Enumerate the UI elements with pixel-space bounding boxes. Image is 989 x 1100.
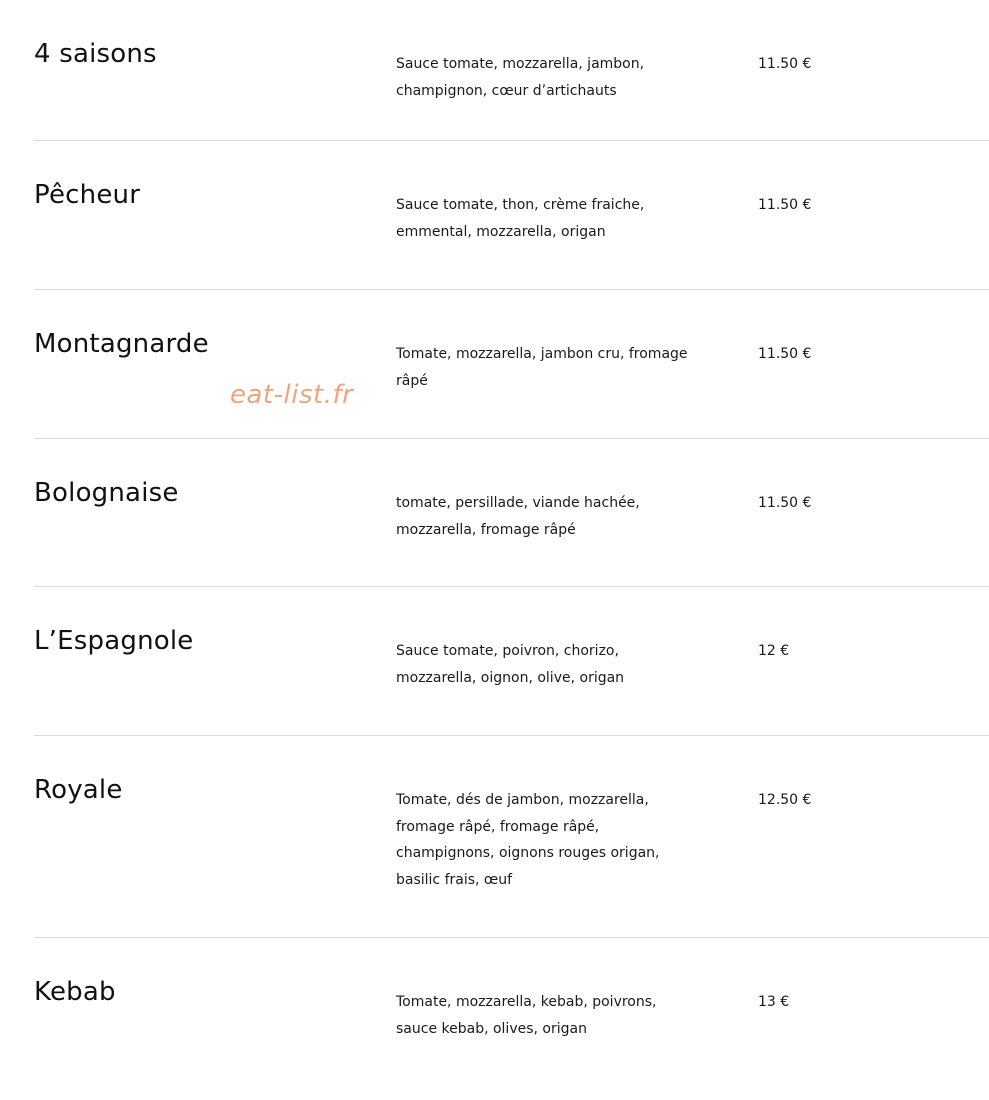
menu-item-description: Sauce tomate, poivron, chorizo, mozzarella, oignon, olive, origan (396, 643, 625, 686)
menu-item-price: 12.50 € (758, 792, 812, 808)
watermark: eat-list.fr (230, 380, 354, 410)
menu-item-kebab (34, 938, 989, 1100)
menu-item-espagnole (34, 587, 989, 736)
menu-item-description: Sauce tomate, thon, crème fraiche, emmental, mozzarella, origan (396, 197, 645, 240)
menu-item-price: 11.50 € (758, 56, 812, 72)
menu-item-name: Kebab (34, 977, 116, 1007)
menu-item-description: Tomate, dés de jambon, mozzarella, fromage râpé, fromage râpé, champignons, oignons rouges origan, basilic frais, œuf (396, 792, 660, 888)
menu-item-name: Bolognaise (34, 478, 179, 508)
menu-item-description: Sauce tomate, mozzarella, jambon, champignon, cœur d’artichauts (396, 56, 645, 99)
menu-item-description: Tomate, mozzarella, kebab, poivrons, sauce kebab, olives, origan (396, 994, 657, 1037)
menu-item-montagnarde (34, 290, 989, 439)
menu-item-name: Montagnarde (34, 329, 209, 359)
menu-item-price: 11.50 € (758, 346, 812, 362)
pizza-menu-list (34, 0, 989, 1100)
menu-item-description: Tomate, mozzarella, jambon cru, fromage râpé (396, 346, 688, 389)
menu-item-name: Pêcheur (34, 180, 141, 210)
menu-item-bolognaise (34, 439, 989, 587)
menu-item-pecheur (34, 141, 989, 290)
menu-item-name: L’Espagnole (34, 626, 194, 656)
menu-item-4-saisons (34, 0, 989, 141)
menu-item-price: 13 € (758, 994, 790, 1010)
menu-item-name: 4 saisons (34, 39, 157, 69)
menu-item-name: Royale (34, 775, 123, 805)
menu-item-royale (34, 736, 989, 938)
menu-item-description: tomate, persillade, viande hachée, mozzarella, fromage râpé (396, 495, 640, 538)
menu-item-price: 11.50 € (758, 495, 812, 511)
menu-item-price: 11.50 € (758, 197, 812, 213)
menu-item-price: 12 € (758, 643, 790, 659)
